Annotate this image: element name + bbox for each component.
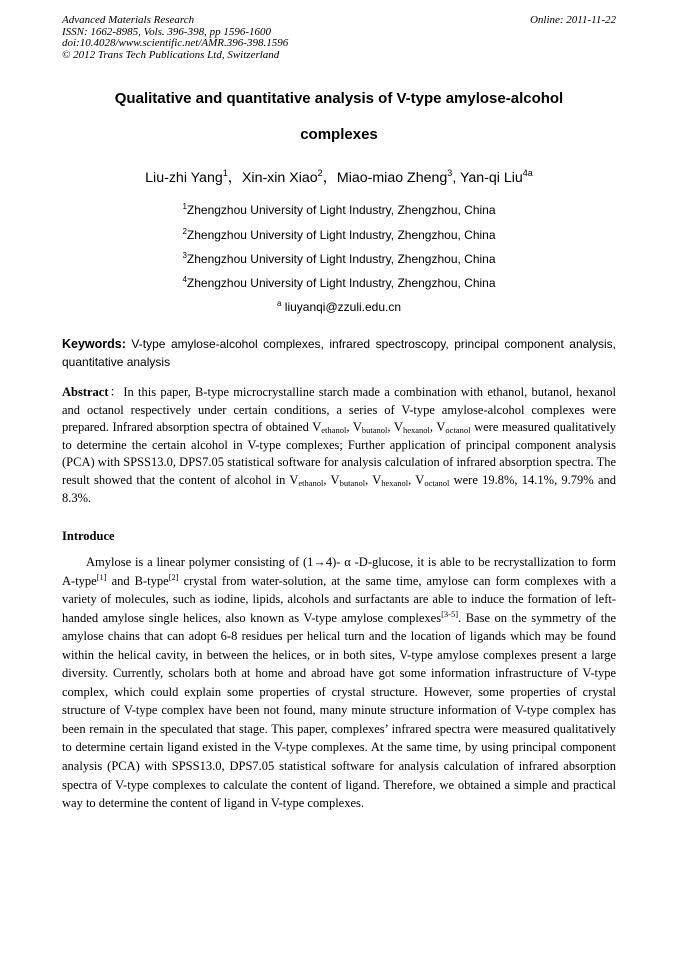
- body-text: crystal from water-solution, at the same time, amylose can form complexes with a variety of molecules, such as iodine, lipids, alcohols and surfactants are able to induce the formation of left-handed amylose single helices, also known as V-type amylose complexes: [62, 573, 616, 625]
- abstract-text: In this paper, B-type microcrystalline starch made a combination with ethanol, butanol, hexanol and octanol respectively under certain conditions, a series of V-type amylose-alcohol complexes were prepared. Infrared absorption spectra of obtained V: [62, 385, 616, 435]
- corresponding-email: [62, 300, 616, 314]
- affiliation: [62, 228, 616, 242]
- subscript: ethanol: [298, 477, 324, 488]
- issn-line: ISSN: 1662-8985, Vols. 396-398, pp 1596-1600: [62, 25, 271, 38]
- journal-name: Advanced Materials Research: [62, 14, 195, 26]
- abstract-label: Abstract: [62, 385, 109, 399]
- body-text: Amylose is a linear polymer consisting of (1→4)- α -D-glucose, it is able to be recrystallization to form A-type: [62, 555, 616, 588]
- email-mark: a: [276, 299, 282, 308]
- author-affiliation-mark: 1: [222, 168, 228, 178]
- affiliation-mark: 2: [182, 227, 187, 236]
- subscript: hexanol: [402, 425, 430, 436]
- subscript: octanol: [445, 425, 471, 436]
- keywords-block: [62, 335, 616, 371]
- affiliation-text: Zhengzhou University of Light Industry, Zhengzhou, China: [186, 252, 496, 266]
- affiliation: [62, 252, 616, 266]
- author-name: Miao-miao Zheng: [336, 170, 448, 186]
- abstract-text: , V: [408, 472, 425, 487]
- paper-title-line-1: Qualitative and quantitative analysis of V-type amylose-alcohol: [114, 90, 564, 107]
- abstract-text: , V: [387, 420, 403, 435]
- affiliation-mark: 1: [182, 202, 187, 211]
- author-separator: ,: [452, 170, 460, 186]
- citation[interactable]: [2]: [168, 571, 179, 582]
- subscript: hexanol: [381, 477, 409, 488]
- paper-title-line-2: complexes: [300, 126, 378, 143]
- abstract-text: , V: [346, 420, 362, 435]
- online-date: Online: 2011-11-22: [529, 14, 616, 26]
- affiliation-text: Zhengzhou University of Light Industry, Zhengzhou, China: [186, 228, 496, 242]
- email-text[interactable]: liuyanqi@zzuli.edu.cn: [281, 300, 402, 314]
- body-text: . Base on the symmetry of the amylose chains that can adopt 6-8 residues per helical turn and the location of ligands which may be found within the helical cavity, in between the helices, or in both sites, V-type amylose complexes present a large diversity. Currently, scholars both at home and abroad have got some information infrastructure of V-type complex, which could explain some properties of crystal structure. However, some properties of crystal structure of V-type complex have been not found, many minute structure information of V-type complex has been remain in the speculated that stage. This paper, complexes’ infrared spectra were measured qualitatively to determine certain ligand existed in the V-type complexes. At the same time, by using principal component analysis (PCA) with SPSS13.0, DPS7.05 statistical software for analysis calculation of infrared absorption spectra of V-type complexes to calculate the content of ligand. Therefore, we obtained a simple and practical way to determine the content of ligand in V-type complexes.: [62, 610, 616, 811]
- affiliation: [62, 276, 616, 290]
- author-affiliation-mark: 4a: [522, 168, 533, 178]
- affiliation-text: Zhengzhou University of Light Industry, Zhengzhou, China: [186, 276, 496, 290]
- doi-line: doi:10.4028/www.scientific.net/AMR.396-398.1596: [62, 37, 289, 49]
- author-separator: ，: [322, 170, 337, 186]
- body-text: and B-type: [106, 573, 169, 588]
- author-name: Yan-qi Liu: [459, 170, 523, 186]
- subscript: butanol: [339, 477, 366, 488]
- section-heading-introduce: Introduce: [62, 529, 115, 543]
- abstract-text: , V: [323, 472, 340, 487]
- keywords-label: Keywords:: [62, 337, 126, 351]
- abstract-text: , V: [429, 420, 446, 435]
- abstract-colon: ：: [108, 385, 124, 399]
- author-name: Xin-xin Xiao: [241, 170, 318, 186]
- journal-header: [62, 15, 616, 61]
- author-affiliation-mark: 3: [447, 168, 453, 178]
- abstract-text: were 19.8%, 14.1%, 9.79% and 8.3%.: [62, 472, 616, 505]
- affiliation: [62, 203, 616, 217]
- abstract-text: , V: [365, 472, 382, 487]
- affiliation-mark: 4: [182, 275, 187, 284]
- citation[interactable]: [3-5]: [441, 608, 459, 619]
- abstract-text: were measured qualitatively to determine the certain alcohol in V-type complexes; Further application of principal component analysis (PCA) with SPSS13.0, DPS7.05 statistical software for analysis calculation of infrared absorption spectra. The result showed that the content of alcohol in V: [62, 420, 616, 487]
- abstract-block: [62, 384, 616, 507]
- author-affiliation-mark: 2: [317, 168, 323, 178]
- citation[interactable]: [1]: [96, 571, 107, 582]
- author-list: [62, 167, 616, 187]
- author-name: Liu-zhi Yang: [145, 170, 223, 186]
- keywords-text: V-type amylose-alcohol complexes, infrared spectroscopy, principal component analysis, quantitative analysis: [62, 337, 616, 369]
- copyright-line: © 2012 Trans Tech Publications Ltd, Switzerland: [62, 48, 280, 61]
- author-separator: ，: [227, 170, 242, 186]
- affiliation-mark: 3: [182, 251, 187, 260]
- subscript: butanol: [361, 425, 388, 436]
- subscript: octanol: [424, 477, 450, 488]
- introduce-paragraph: [62, 553, 616, 813]
- affiliation-text: Zhengzhou University of Light Industry, Zhengzhou, China: [186, 203, 496, 217]
- subscript: ethanol: [321, 425, 347, 436]
